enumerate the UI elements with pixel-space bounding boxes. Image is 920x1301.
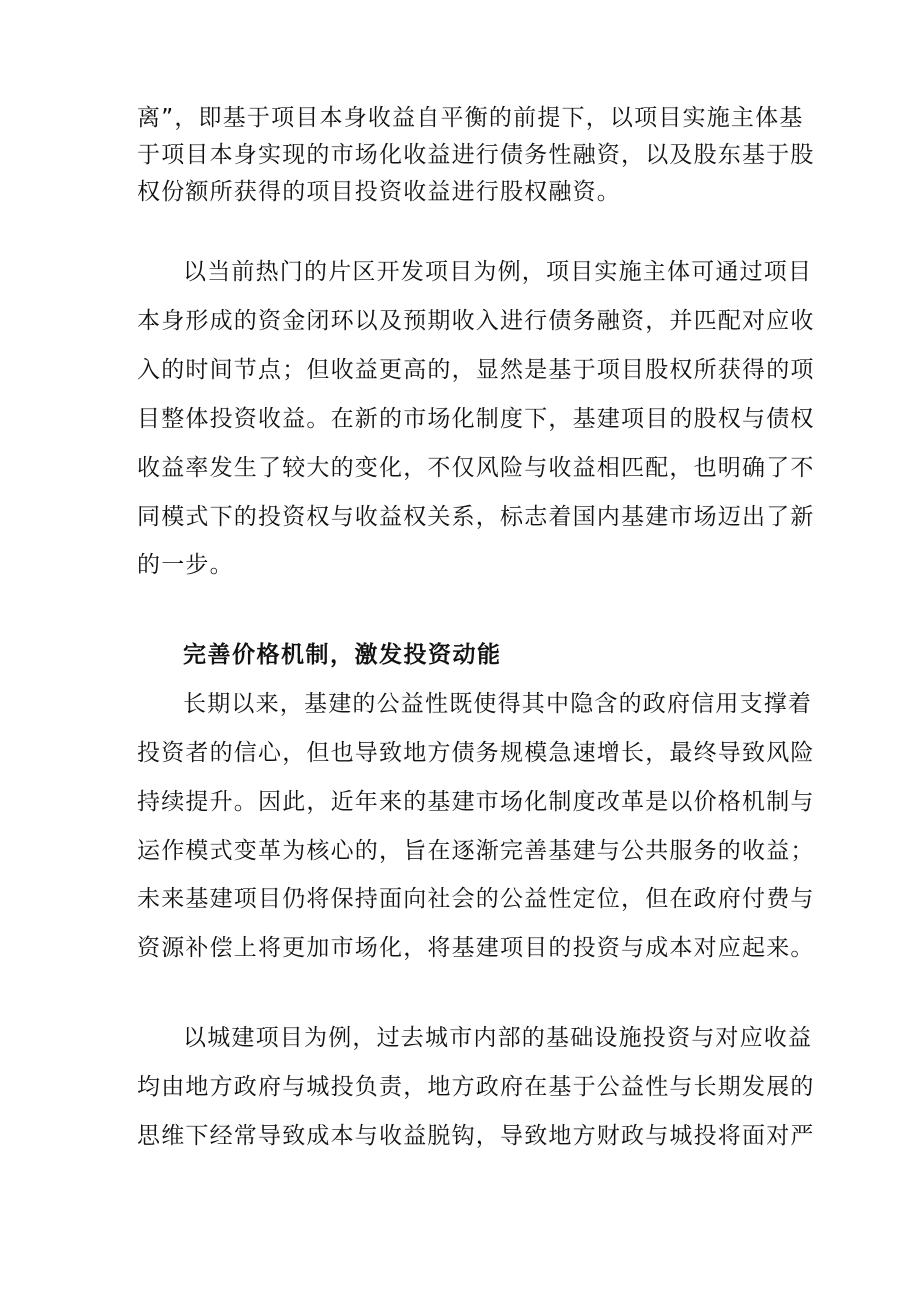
- paragraph-line: 投资者的信心，但也导致地方债务规模急速增长，最终导致风险: [137, 740, 815, 766]
- paragraph-line: 长期以来，基建的公益性既使得其中隐含的政府信用支撑着: [183, 691, 813, 717]
- paragraph-line: 持续提升。因此，近年来的基建市场化制度改革是以价格机制与: [137, 789, 815, 815]
- paragraph-line: 离”，即基于项目本身收益自平衡的前提下，以项目实施主体基: [137, 105, 804, 131]
- paragraph-line: 同模式下的投资权与收益权关系，标志着国内基建市场迈出了新: [137, 504, 815, 530]
- paragraph-line: 收益率发生了较大的变化，不仅风险与收益相匹配，也明确了不: [137, 455, 815, 481]
- paragraph-line: 入的时间节点；但收益更高的，显然是基于项目股权所获得的项: [137, 357, 815, 383]
- paragraph-line: 资源补偿上将更加市场化，将基建项目的投资与成本对应起来。: [137, 935, 815, 961]
- paragraph-line: 运作模式变革为核心的，旨在逐渐完善基建与公共服务的收益；: [137, 838, 815, 864]
- paragraph-line: 均由地方政府与城投负责，地方政府在基于公益性与长期发展的: [137, 1074, 815, 1100]
- paragraph-line: 以当前热门的片区开发项目为例，项目实施主体可通过项目: [183, 259, 813, 285]
- paragraph-line: 未来基建项目仍将保持面向社会的公益性定位，但在政府付费与: [137, 886, 815, 912]
- paragraph-line: 于项目本身实现的市场化收益进行债务性融资，以及股东基于股: [137, 142, 815, 168]
- section-heading: 完善价格机制，激发投资动能: [183, 642, 502, 668]
- paragraph-line: 以城建项目为例，过去城市内部的基础设施投资与对应收益: [183, 1025, 813, 1051]
- paragraph-line: 本身形成的资金闭环以及预期收入进行债务融资，并匹配对应收: [137, 308, 815, 334]
- paragraph-line: 目整体投资收益。在新的市场化制度下，基建项目的股权与债权: [137, 406, 815, 432]
- paragraph-line: 的一步。: [137, 552, 234, 578]
- paragraph-line: 权份额所获得的项目投资收益进行股权融资。: [137, 179, 621, 205]
- paragraph-line: 思维下经常导致成本与收益脱钩，导致地方财政与城投将面对严: [137, 1123, 815, 1149]
